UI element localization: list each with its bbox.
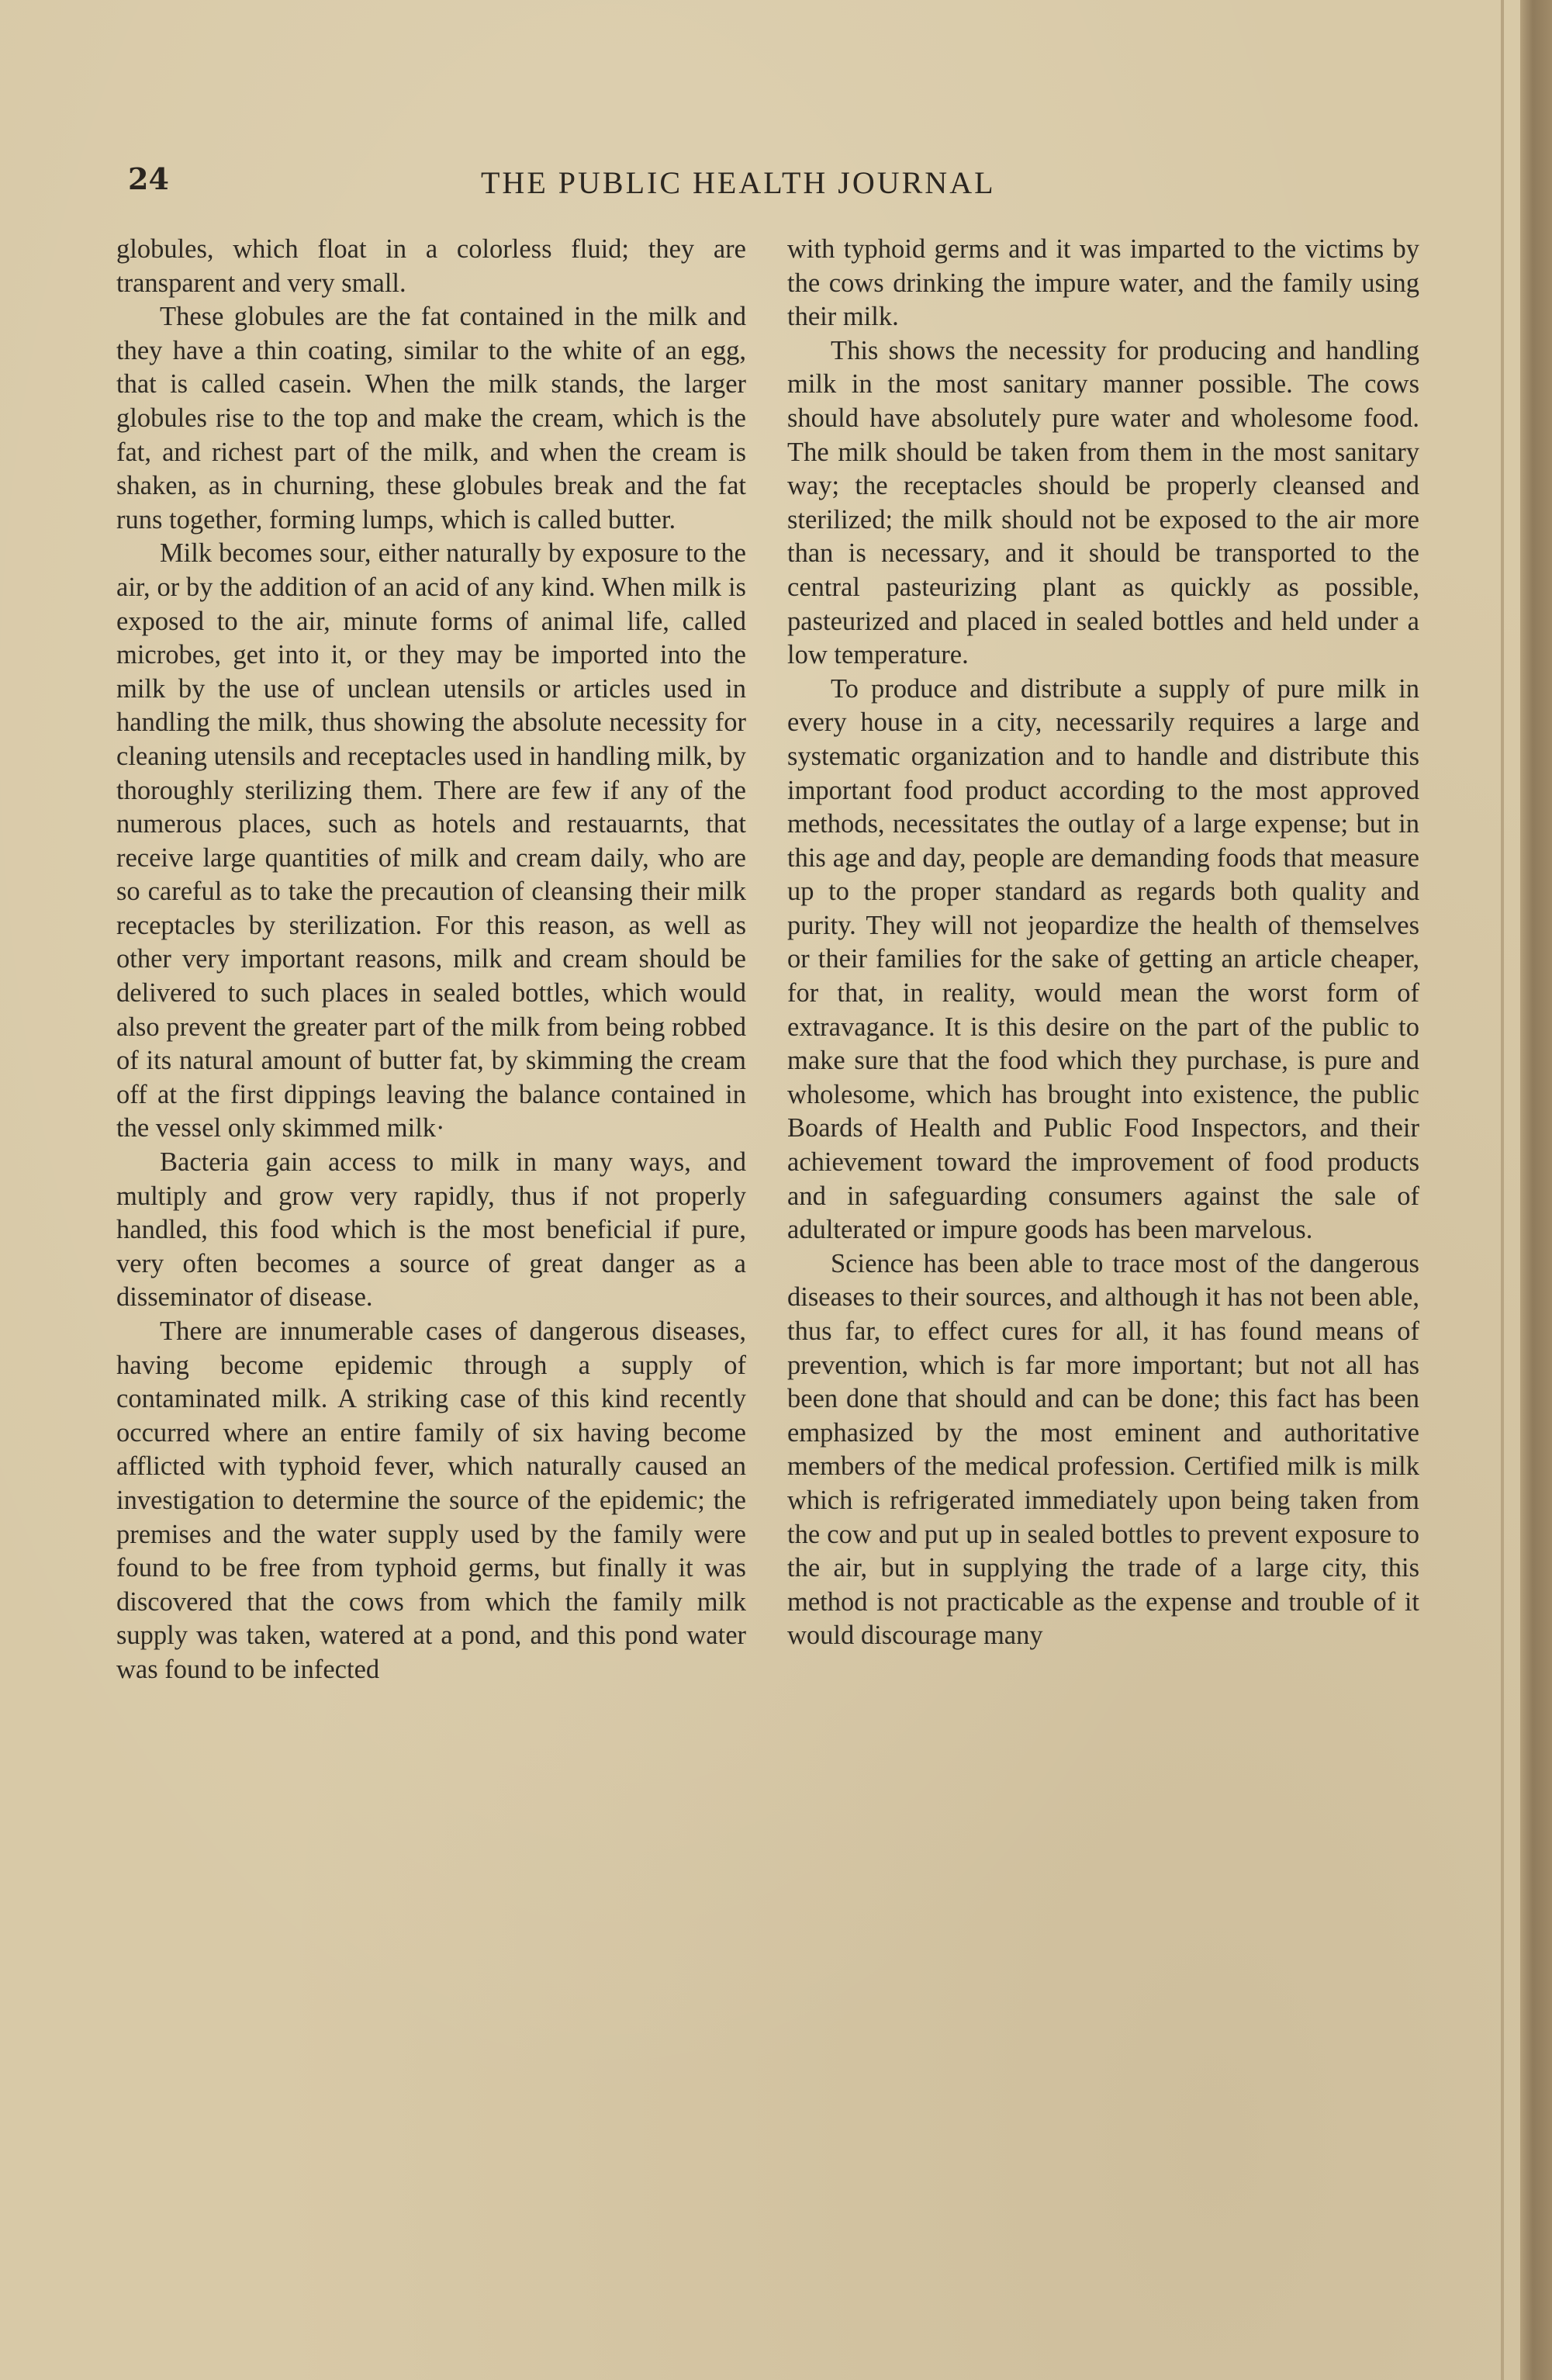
left-paragraph-3: Milk becomes sour, either naturally by exposure to the air, or by the addition of an acid of any kind. When milk is exposed to the air, minute forms of animal life, called microbes, get into it, or they may be imported into the milk by the use of unclean utensils or articles used in handling the milk, thus showing the absolute necessity for cleaning utensils and receptacles used in handling milk, by thoroughly sterilizing them. There are few if any of the numerous places, such as hotels and restauarnts, that receive large quantities of milk and cream daily, who are so careful as to take the precaution of cleansing their milk receptacles by sterilization. For this reason, as well as other very important reasons, milk and cream should be delivered to such places in sealed bottles, which would also prevent the greater part of the milk from being robbed of its natural amount of butter fat, by skimming the cream off at the first dippings leaving the balance contained in the vessel only skimmed milk·: [116, 538, 746, 1143]
page-header: [128, 161, 1097, 208]
page-fold-line: [1501, 0, 1504, 2380]
left-column: [116, 233, 746, 1687]
right-paragraph-1: with typhoid germs and it was imparted to the victims by the cows drinking the impure water, and the family using their milk.: [787, 234, 1419, 332]
right-paragraph-4: Science has been able to trace most of the dangerous diseases to their sources, and although it has not been able, thus far, to effect cures for all, it has found means of prevention, which is far more important; but not all has been done that should and can be done; this fact has been emphasized by the most eminent and authoritative members of the medical profession. Certified milk is milk which is refrigerated immediately upon being taken from the cow and put up in sealed bottles to prevent exposure to the air, but in supplying the trade of a large city, this method is not practicable as the expense and trouble of it would discourage many: [787, 1248, 1419, 1651]
page-number: 24: [128, 161, 169, 196]
right-paragraph-2: This shows the necessity for producing and handling milk in the most sanitary manner possible. The cows should have absolutely pure water and wholesome food. The milk should be taken from them in the most sanitary way; the receptacles should be properly cleansed and sterilized; the milk should not be exposed to the air more than is necessary, and it should be transported to the central pasteurizing plant as quickly as possible, pasteurized and placed in sealed bottles and held under a low temperature.: [787, 335, 1419, 670]
page-edge: [1520, 0, 1552, 2380]
left-paragraph-5: There are innumerable cases of dangerous diseases, having become epidemic through a supply of contaminated milk. A striking case of this kind recently occurred where an entire family of six having become afflicted with typhoid fever, which naturally caused an investigation to determine the source of the epidemic; the premises and the water supply used by the family were found to be free from typhoid germs, but finally it was discovered that the cows from which the family milk supply was taken, watered at a pond, and this pond water was found to be infected: [116, 1316, 746, 1684]
right-column: [787, 233, 1419, 1653]
left-paragraph-4: Bacteria gain access to milk in many ways, and multiply and grow very rapidly, thus if not properly handled, this food which is the most beneficial if pure, very often becomes a source of great danger as a disseminator of disease.: [116, 1147, 746, 1313]
right-paragraph-3: To produce and distribute a supply of pure milk in every house in a city, necessarily requires a large and systematic organization and to handle and distribute this important food product according to the most approved methods, necessitates the outlay of a large expense; but in this age and day, people are demanding foods that measure up to the proper standard as regards both quality and purity. They will not jeopardize the health of themselves or their families for the sake of getting an article cheaper, for that, in reality, would mean the worst form of extravagance. It is this desire on the part of the public to make sure that the food which they purchase, is pure and wholesome, which has brought into existence, the public Boards of Health and Public Food Inspectors, and their achievement toward the improvement of food products and in safeguarding consumers against the sale of adulterated or impure goods has been marvelous.: [787, 673, 1419, 1245]
left-paragraph-2: These globules are the fat contained in the milk and they have a thin coating, similar to the white of an egg, that is called casein. When the milk stands, the larger globules rise to the top and make the cream, which is the fat, and richest part of the milk, and when the cream is shaken, as in churning, these globules break and the fat runs together, forming lumps, which is called butter.: [116, 302, 746, 534]
left-paragraph-1: globules, which float in a colorless fluid; they are transparent and very small.: [116, 234, 746, 298]
journal-title: THE PUBLIC HEALTH JOURNAL: [481, 165, 996, 200]
